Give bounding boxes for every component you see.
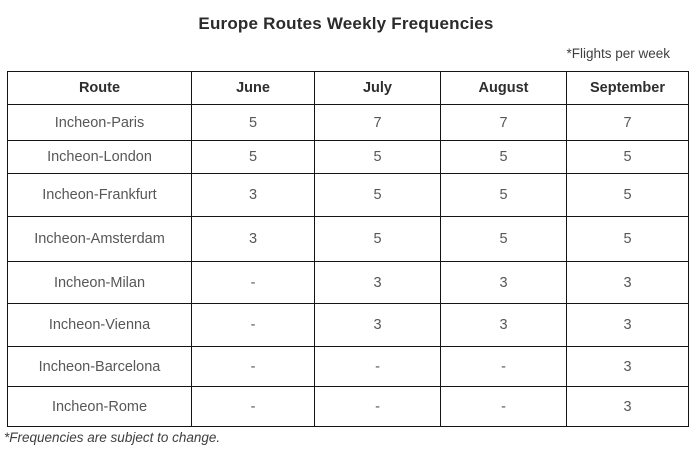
table-body	[8, 105, 689, 427]
column-header-june: June	[192, 72, 315, 105]
frequency-cell: 3	[192, 174, 315, 217]
frequency-cell: 3	[441, 262, 567, 304]
frequency-cell: 5	[441, 217, 567, 262]
frequency-cell: -	[192, 304, 315, 347]
route-cell: Incheon-Amsterdam	[8, 217, 192, 262]
frequency-cell: 3	[567, 262, 689, 304]
footnote: *Frequencies are subject to change.	[4, 430, 221, 445]
frequency-cell: 3	[567, 304, 689, 347]
frequency-cell: 3	[567, 347, 689, 387]
frequency-cell: 5	[192, 105, 315, 141]
frequency-cell: 3	[315, 262, 441, 304]
frequency-cell: 5	[315, 141, 441, 174]
unit-note: *Flights per week	[566, 46, 670, 61]
table-row	[8, 105, 689, 141]
table-row	[8, 174, 689, 217]
frequency-cell: -	[315, 387, 441, 427]
frequency-cell: 5	[192, 141, 315, 174]
table-header-row	[8, 72, 689, 105]
route-cell: Incheon-Rome	[8, 387, 192, 427]
page-title: Europe Routes Weekly Frequencies	[198, 14, 494, 33]
table-row	[8, 141, 689, 174]
frequency-cell: -	[192, 347, 315, 387]
table-row	[8, 262, 689, 304]
frequency-cell: 5	[441, 174, 567, 217]
table-row	[8, 217, 689, 262]
frequency-cell: -	[441, 387, 567, 427]
frequency-cell: -	[315, 347, 441, 387]
frequency-cell: 7	[567, 105, 689, 141]
frequency-cell: 5	[315, 217, 441, 262]
frequency-cell: 5	[567, 141, 689, 174]
column-header-july: July	[315, 72, 441, 105]
frequencies-table	[7, 71, 689, 427]
frequency-cell: 5	[315, 174, 441, 217]
table-row	[8, 387, 689, 427]
column-header-august: August	[441, 72, 567, 105]
frequency-cell: -	[441, 347, 567, 387]
table-row	[8, 304, 689, 347]
frequency-cell: 5	[441, 141, 567, 174]
table-row	[8, 347, 689, 387]
frequency-cell: -	[192, 387, 315, 427]
frequency-cell: 5	[567, 174, 689, 217]
frequency-cell: 3	[441, 304, 567, 347]
route-cell: Incheon-London	[8, 141, 192, 174]
frequency-cell: 5	[567, 217, 689, 262]
frequency-cell: 3	[567, 387, 689, 427]
frequency-cell: 3	[315, 304, 441, 347]
column-header-september: September	[567, 72, 689, 105]
table-header	[8, 72, 689, 105]
column-header-route: Route	[8, 72, 192, 105]
route-cell: Incheon-Frankfurt	[8, 174, 192, 217]
frequency-cell: 7	[441, 105, 567, 141]
frequency-cell: -	[192, 262, 315, 304]
frequency-cell: 3	[192, 217, 315, 262]
frequency-cell: 7	[315, 105, 441, 141]
route-cell: Incheon-Milan	[8, 262, 192, 304]
route-cell: Incheon-Vienna	[8, 304, 192, 347]
route-cell: Incheon-Barcelona	[8, 347, 192, 387]
route-cell: Incheon-Paris	[8, 105, 192, 141]
